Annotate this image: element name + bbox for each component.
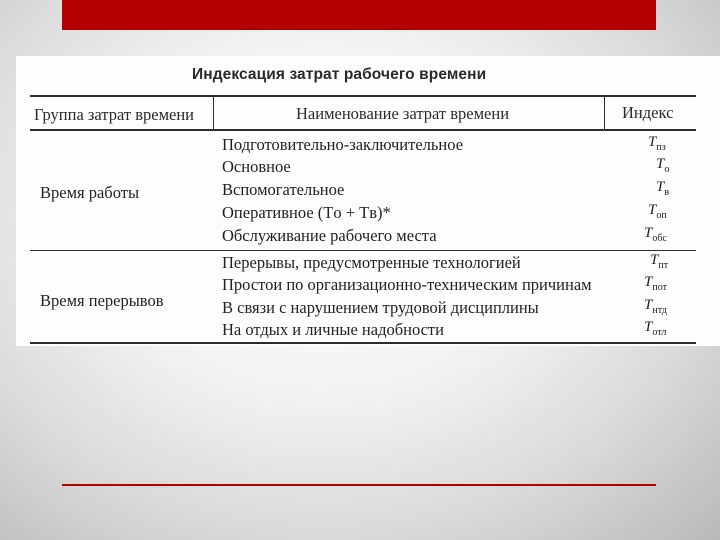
row-name: Подготовительно-заключительное	[222, 135, 464, 154]
row-index: $T_в$	[656, 179, 670, 198]
row-name: Перерывы, предусмотренные технологией	[222, 253, 521, 272]
row-index: $T_{нтд}$	[644, 297, 668, 316]
row-name: Оперативное (Tо + Tв)*	[222, 203, 391, 222]
rule-group-divider	[30, 250, 696, 251]
row-name: Вспомогательное	[222, 180, 345, 199]
header-group: Группа затрат времени	[34, 105, 194, 124]
row-name: Основное	[222, 157, 291, 176]
row-name: Обслуживание рабочего места	[222, 226, 437, 245]
rule-header-col1	[213, 95, 214, 130]
row-index: $T_о$	[656, 156, 670, 175]
header-name: Наименование затрат времени	[296, 104, 510, 123]
group-label-breaks: Время перерывов	[40, 291, 164, 310]
bottom-accent-line	[62, 484, 656, 486]
rule-header-bottom	[30, 129, 696, 131]
rule-top	[30, 95, 696, 97]
row-index: $T_{пт}$	[650, 252, 669, 271]
row-index: $T_{обс}$	[644, 225, 667, 244]
table-title: Индексация затрат рабочего времени	[192, 66, 487, 83]
scanned-table-image	[16, 56, 720, 346]
row-name: В связи с нарушением трудовой дисциплины	[222, 298, 539, 317]
row-name: Простои по организационно-техническим причинам	[222, 275, 592, 294]
row-index: $T_{оп}$	[648, 202, 667, 221]
group-label-work: Время работы	[40, 183, 140, 202]
rule-header-col2	[604, 95, 605, 130]
row-index: $T_{отл}$	[644, 319, 667, 338]
row-index: $T_{пот}$	[644, 274, 667, 293]
top-accent-bar	[62, 0, 656, 30]
rule-bottom	[30, 342, 696, 344]
header-index: Индекс	[622, 103, 674, 122]
row-index: $T_{пз}$	[648, 134, 666, 153]
row-name: На отдых и личные надобности	[222, 320, 444, 339]
